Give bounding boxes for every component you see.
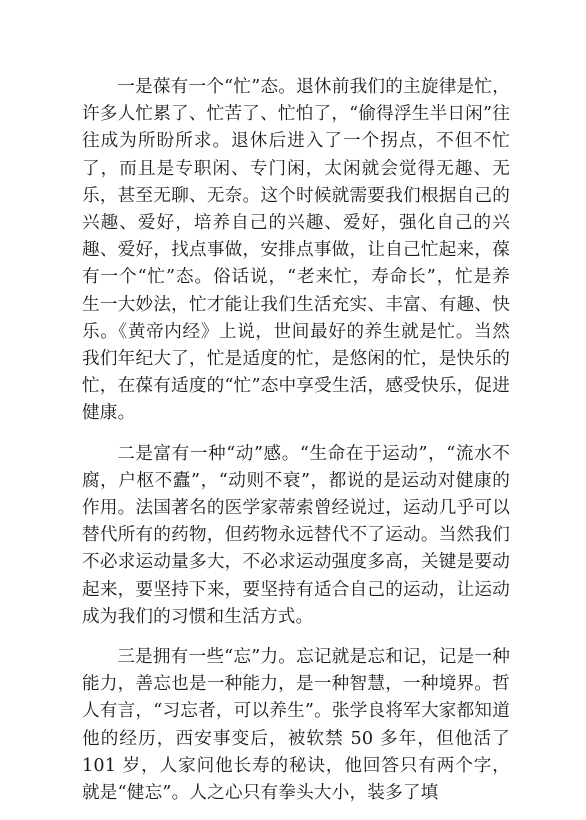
paragraph-exercise: 二是富有一种“动”感。“生命在于运动”，“流水不腐，户枢不蠹”，“动则不衰”，都说的是运动对健康的作用。法国著名的医学家蒂索曾经说过，运动几乎可以替代所有的药物，但药物永远替代不了运动。当然我们不必求运动量多大，不必求运动强度多高，关键是要动起来，要坚持下来，要坚持有适合自己的运动，让运动成为我们的习惯和生活方式。 — [82, 443, 510, 627]
document-body — [82, 74, 510, 820]
paragraph-busy: 一是葆有一个“忙”态。退休前我们的主旋律是忙，许多人忙累了、忙苦了、忙怕了，“偷得浮生半日闲”往往成为所盼所求。退休后进入了一个拐点，不但不忙了，而且是专职闲、专门闲，太闲就会觉得无趣、无乐，甚至无聊、无奈。这个时候就需要我们根据自己的兴趣、爱好，培养自己的兴趣、爱好，强化自己的兴趣、爱好，找点事做，安排点事做，让自己忙起来，葆有一个“忙”态。俗话说，“老来忙，寿命长”，忙是养生一大妙法，忙才能让我们生活充实、丰富、有趣、快乐。《黄帝内经》上说，世间最好的养生就是忙。当然我们年纪大了，忙是适度的忙，是悠闲的忙，是快乐的忙，在葆有适度的“忙”态中享受生活，感受快乐，促进健康。 — [82, 77, 510, 424]
paragraph-forget: 三是拥有一些“忘”力。忘记就是忘和记，记是一种能力，善忘也是一种能力，是一种智慧，一种境界。哲人有言，“习忘者，可以养生”。张学良将军大家都知道他的经历，西安事变后，被软禁 50 多年，但他活了 101 岁，人家问他长寿的秘诀，他回答只有两个字，就是“健忘”。人之心只有拳头大小，装多了填 — [82, 647, 510, 804]
